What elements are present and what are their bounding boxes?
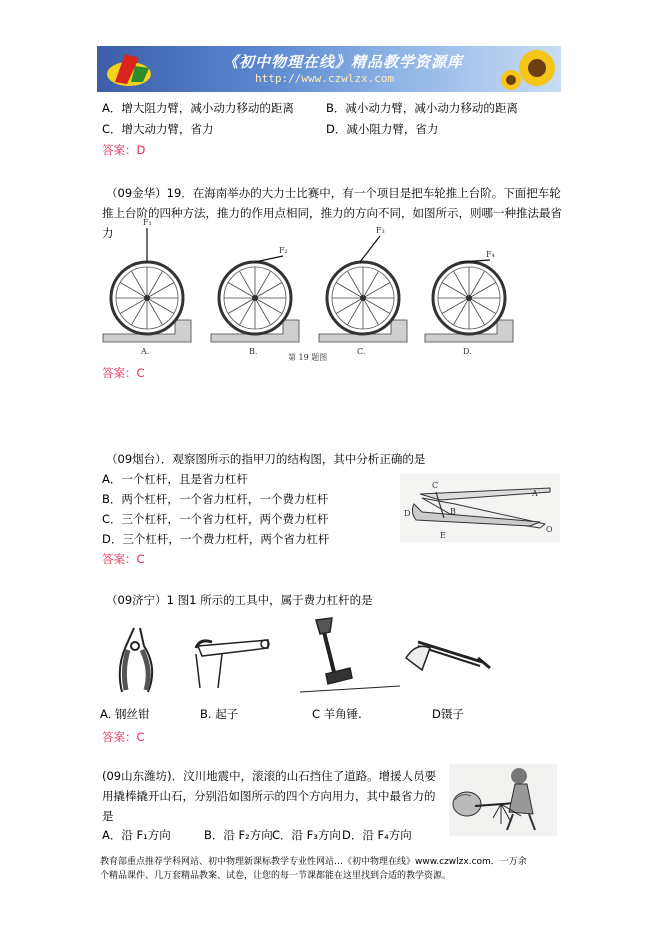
q1-option-b: B．减小动力臂，减小动力移动的距离 <box>326 101 518 115</box>
clipper-label-d: D <box>404 509 411 518</box>
q5-option-d: D．沿 F₄方向 <box>342 828 412 842</box>
banner-url[interactable]: http://www.czwlzx.com <box>255 72 395 85</box>
header-banner <box>97 46 561 92</box>
force-label-2: F₂ <box>279 246 288 255</box>
tools-figure <box>100 618 500 698</box>
wheel-label-1: A. <box>141 347 150 356</box>
pliers-icon <box>120 628 152 692</box>
wheel-3 <box>319 226 407 356</box>
wheel-figure <box>100 218 520 366</box>
force-label-3: F₃ <box>376 226 385 235</box>
q5-option-c: C．沿 F₃方向 <box>272 828 341 842</box>
figure-caption: 第 19 题图 <box>288 353 328 362</box>
wheel-2 <box>211 246 299 356</box>
q4-stem: （09济宁）1 图1 所示的工具中，属于费力杠杆的是 <box>106 593 373 607</box>
clipper-label-c: C <box>432 481 439 490</box>
q5-stem-line2: 用撬棒撬开山石，分别沿如图所示的四个方向用力，其中最省力的 <box>102 789 436 803</box>
q4-answer: 答案：C <box>102 730 145 744</box>
q3-option-b: B．两个杠杆，一个省力杠杆，一个费力杠杆 <box>102 492 329 506</box>
wheel-label-4: D. <box>463 347 472 356</box>
q1-option-d: D．减小阻力臂，省力 <box>326 122 439 136</box>
footer-line1: 教育部重点推荐学科网站、初中物理新课标教学专业性网站…《初中物理在线》www.czwlzx.com．一万余 <box>100 857 527 867</box>
force-arrow-3 <box>360 236 380 262</box>
q3-option-c: C．三个杠杆，一个省力杠杆，两个费力杠杆 <box>102 512 329 526</box>
force-arrow-2 <box>255 256 283 262</box>
clipper-label-b: B <box>450 507 456 516</box>
q1-option-a: A．增大阻力臂，减小动力移动的距离 <box>102 101 294 115</box>
sunflower-icon <box>497 46 561 92</box>
footer-line2: 个精品课件、几万套精品教案、试卷，让您的每一节课都能在这里找到合适的教学资源。 <box>100 871 452 881</box>
force-label-1: F₁ <box>143 218 152 227</box>
q5-option-b: B．沿 F₂方向 <box>204 828 273 842</box>
force-label-4: F₄ <box>486 250 495 259</box>
tool-label-b: B. 起子 <box>200 707 239 721</box>
q2-answer: 答案：C <box>102 366 145 380</box>
q3-option-d: D．三个杠杆，一个费力杠杆，两个省力杠杆 <box>102 532 330 546</box>
bottle-opener-icon <box>196 640 269 688</box>
q5-stem-line3: 是 <box>102 809 114 823</box>
nail-clipper-figure <box>400 474 560 542</box>
q2-stem-line3: 力 <box>102 226 114 240</box>
tool-label-a: A. 钢丝钳 <box>100 707 150 721</box>
q3-stem: （09烟台）．观察图所示的指甲刀的结构图，其中分析正确的是 <box>106 452 426 466</box>
q1-answer: 答案：D <box>102 143 146 157</box>
tweezers-icon <box>406 642 490 670</box>
wheel-4 <box>425 250 513 356</box>
site-logo-icon <box>105 48 161 90</box>
banner-title: 《初中物理在线》精品教学资源库 <box>223 53 464 71</box>
q5-option-a: A．沿 F₁方向 <box>102 828 171 842</box>
crowbar-rock-figure <box>449 764 557 836</box>
claw-hammer-icon <box>300 618 400 692</box>
clipper-label-e: E <box>440 531 446 540</box>
tool-label-d: D镊子 <box>432 707 464 721</box>
q5-stem-line1: (09山东潍坊)．汶川地震中，滚滚的山石挡住了道路。增援人员要 <box>102 769 437 783</box>
q3-answer: 答案：C <box>102 552 145 566</box>
q3-option-a: A．一个杠杆，且是省力杠杆 <box>102 472 248 486</box>
q1-option-c: C．增大动力臂，省力 <box>102 122 214 136</box>
wheel-label-3: C. <box>357 347 366 356</box>
clipper-label-o: O <box>546 525 553 534</box>
q2-stem-line1: （09金华）19．在海南举办的大力士比赛中，有一个项目是把车轮推上台阶。下面把车轮 <box>106 186 561 200</box>
wheel-label-2: B. <box>249 347 258 356</box>
wheel-1 <box>103 218 191 356</box>
q2-stem-line2: 推上台阶的四种方法，推力的作用点相同，推力的方向不同，如图所示，则哪一种推法最省 <box>102 206 562 220</box>
tool-label-c: C 羊角锤. <box>312 707 362 721</box>
clipper-label-a: A <box>532 489 538 498</box>
